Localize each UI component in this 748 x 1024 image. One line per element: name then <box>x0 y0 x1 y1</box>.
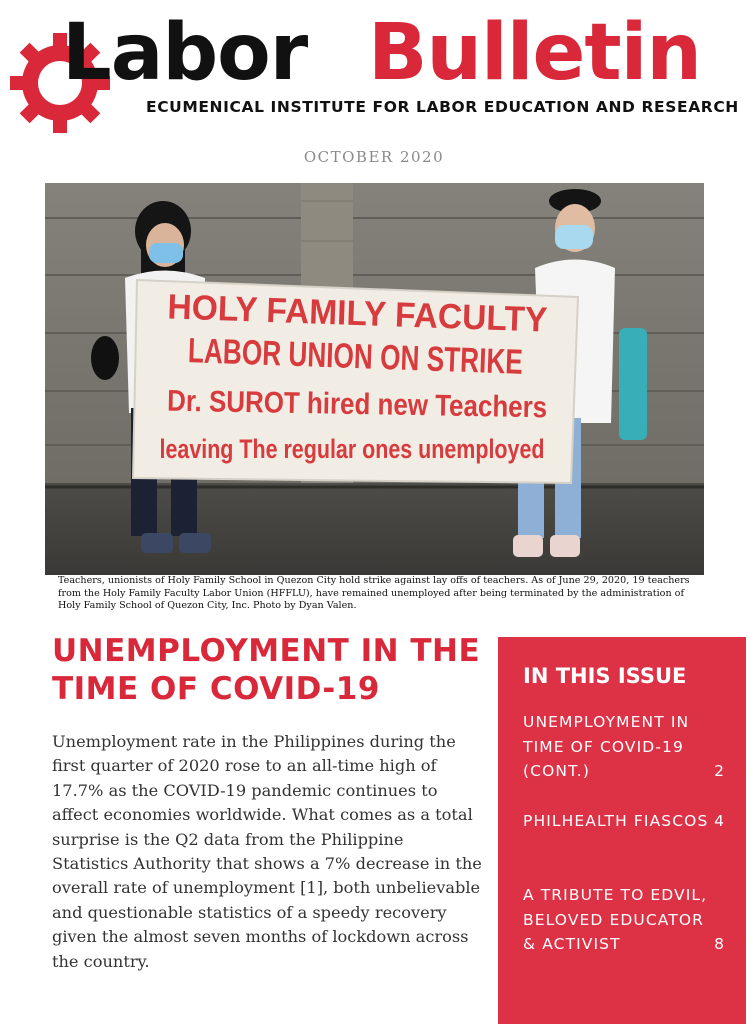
masthead <box>0 0 748 140</box>
toc-item-unemployment[interactable] <box>523 710 724 784</box>
toc-item-label: PHILHEALTH FIASCOS <box>523 812 709 830</box>
masthead-subtitle: ECUMENICAL INSTITUTE FOR LABOR EDUCATION AND RESEARCH <box>146 98 739 116</box>
toc-item-page: 4 <box>714 812 724 830</box>
banner-line-2: LABOR UNION ON STRIKE <box>187 331 636 386</box>
strike-photo <box>45 183 704 575</box>
toc-item-philhealth[interactable] <box>523 809 724 834</box>
toc-item-tribute[interactable] <box>523 883 724 957</box>
in-this-issue-sidebar <box>498 637 746 1024</box>
banner-line-3: Dr. SUROT hired new Teachers <box>166 384 607 426</box>
toc-item-label: UNEMPLOYMENT IN TIME OF COVID-19 (CONT.) <box>523 713 690 780</box>
masthead-title-bulletin: Bulletin <box>368 8 701 98</box>
article-headline: UNEMPLOYMENT IN THE TIME OF COVID-19 <box>52 633 481 707</box>
banner-line-4: leaving The regular ones unemployed <box>159 434 545 464</box>
toc-item-label: A TRIBUTE TO EDVIL, BELOVED EDUCATOR & ACTIVIST <box>523 886 708 953</box>
strike-photo-illustration <box>45 183 704 575</box>
sidebar-title: IN THIS ISSUE <box>523 664 687 688</box>
masthead-title-labor: Labor <box>62 8 308 98</box>
article-body: Unemployment rate in the Philippines during the first quarter of 2020 rose to an all-time high of 17.7% as the COVID-19 pandemic continues to affect economies worldwide. What comes as a total surprise is the Q2 data from the Philippine Statistics Authority that shows a 7% decrease in the overall rate of unemployment [1], both unbelievable and questionable statistics of a speedy recovery given the almost seven months of lockdown across the country. <box>52 732 482 971</box>
photo-caption: Teachers, unionists of Holy Family School in Quezon City hold strike against lay offs of teachers. As of June 29, 2020, 19 teachers from the Holy Family Faculty Labor Union (HFFLU), have remained unemployed after being terminated by the administration of Holy Family School of Quezon City, Inc. Photo by Dyan Valen. <box>58 575 690 611</box>
banner-line-1: HOLY FAMILY FACULTY <box>166 287 565 341</box>
toc-item-page: 8 <box>714 935 724 953</box>
issue-date: OCTOBER 2020 <box>303 148 445 166</box>
toc-item-page: 2 <box>714 762 724 780</box>
